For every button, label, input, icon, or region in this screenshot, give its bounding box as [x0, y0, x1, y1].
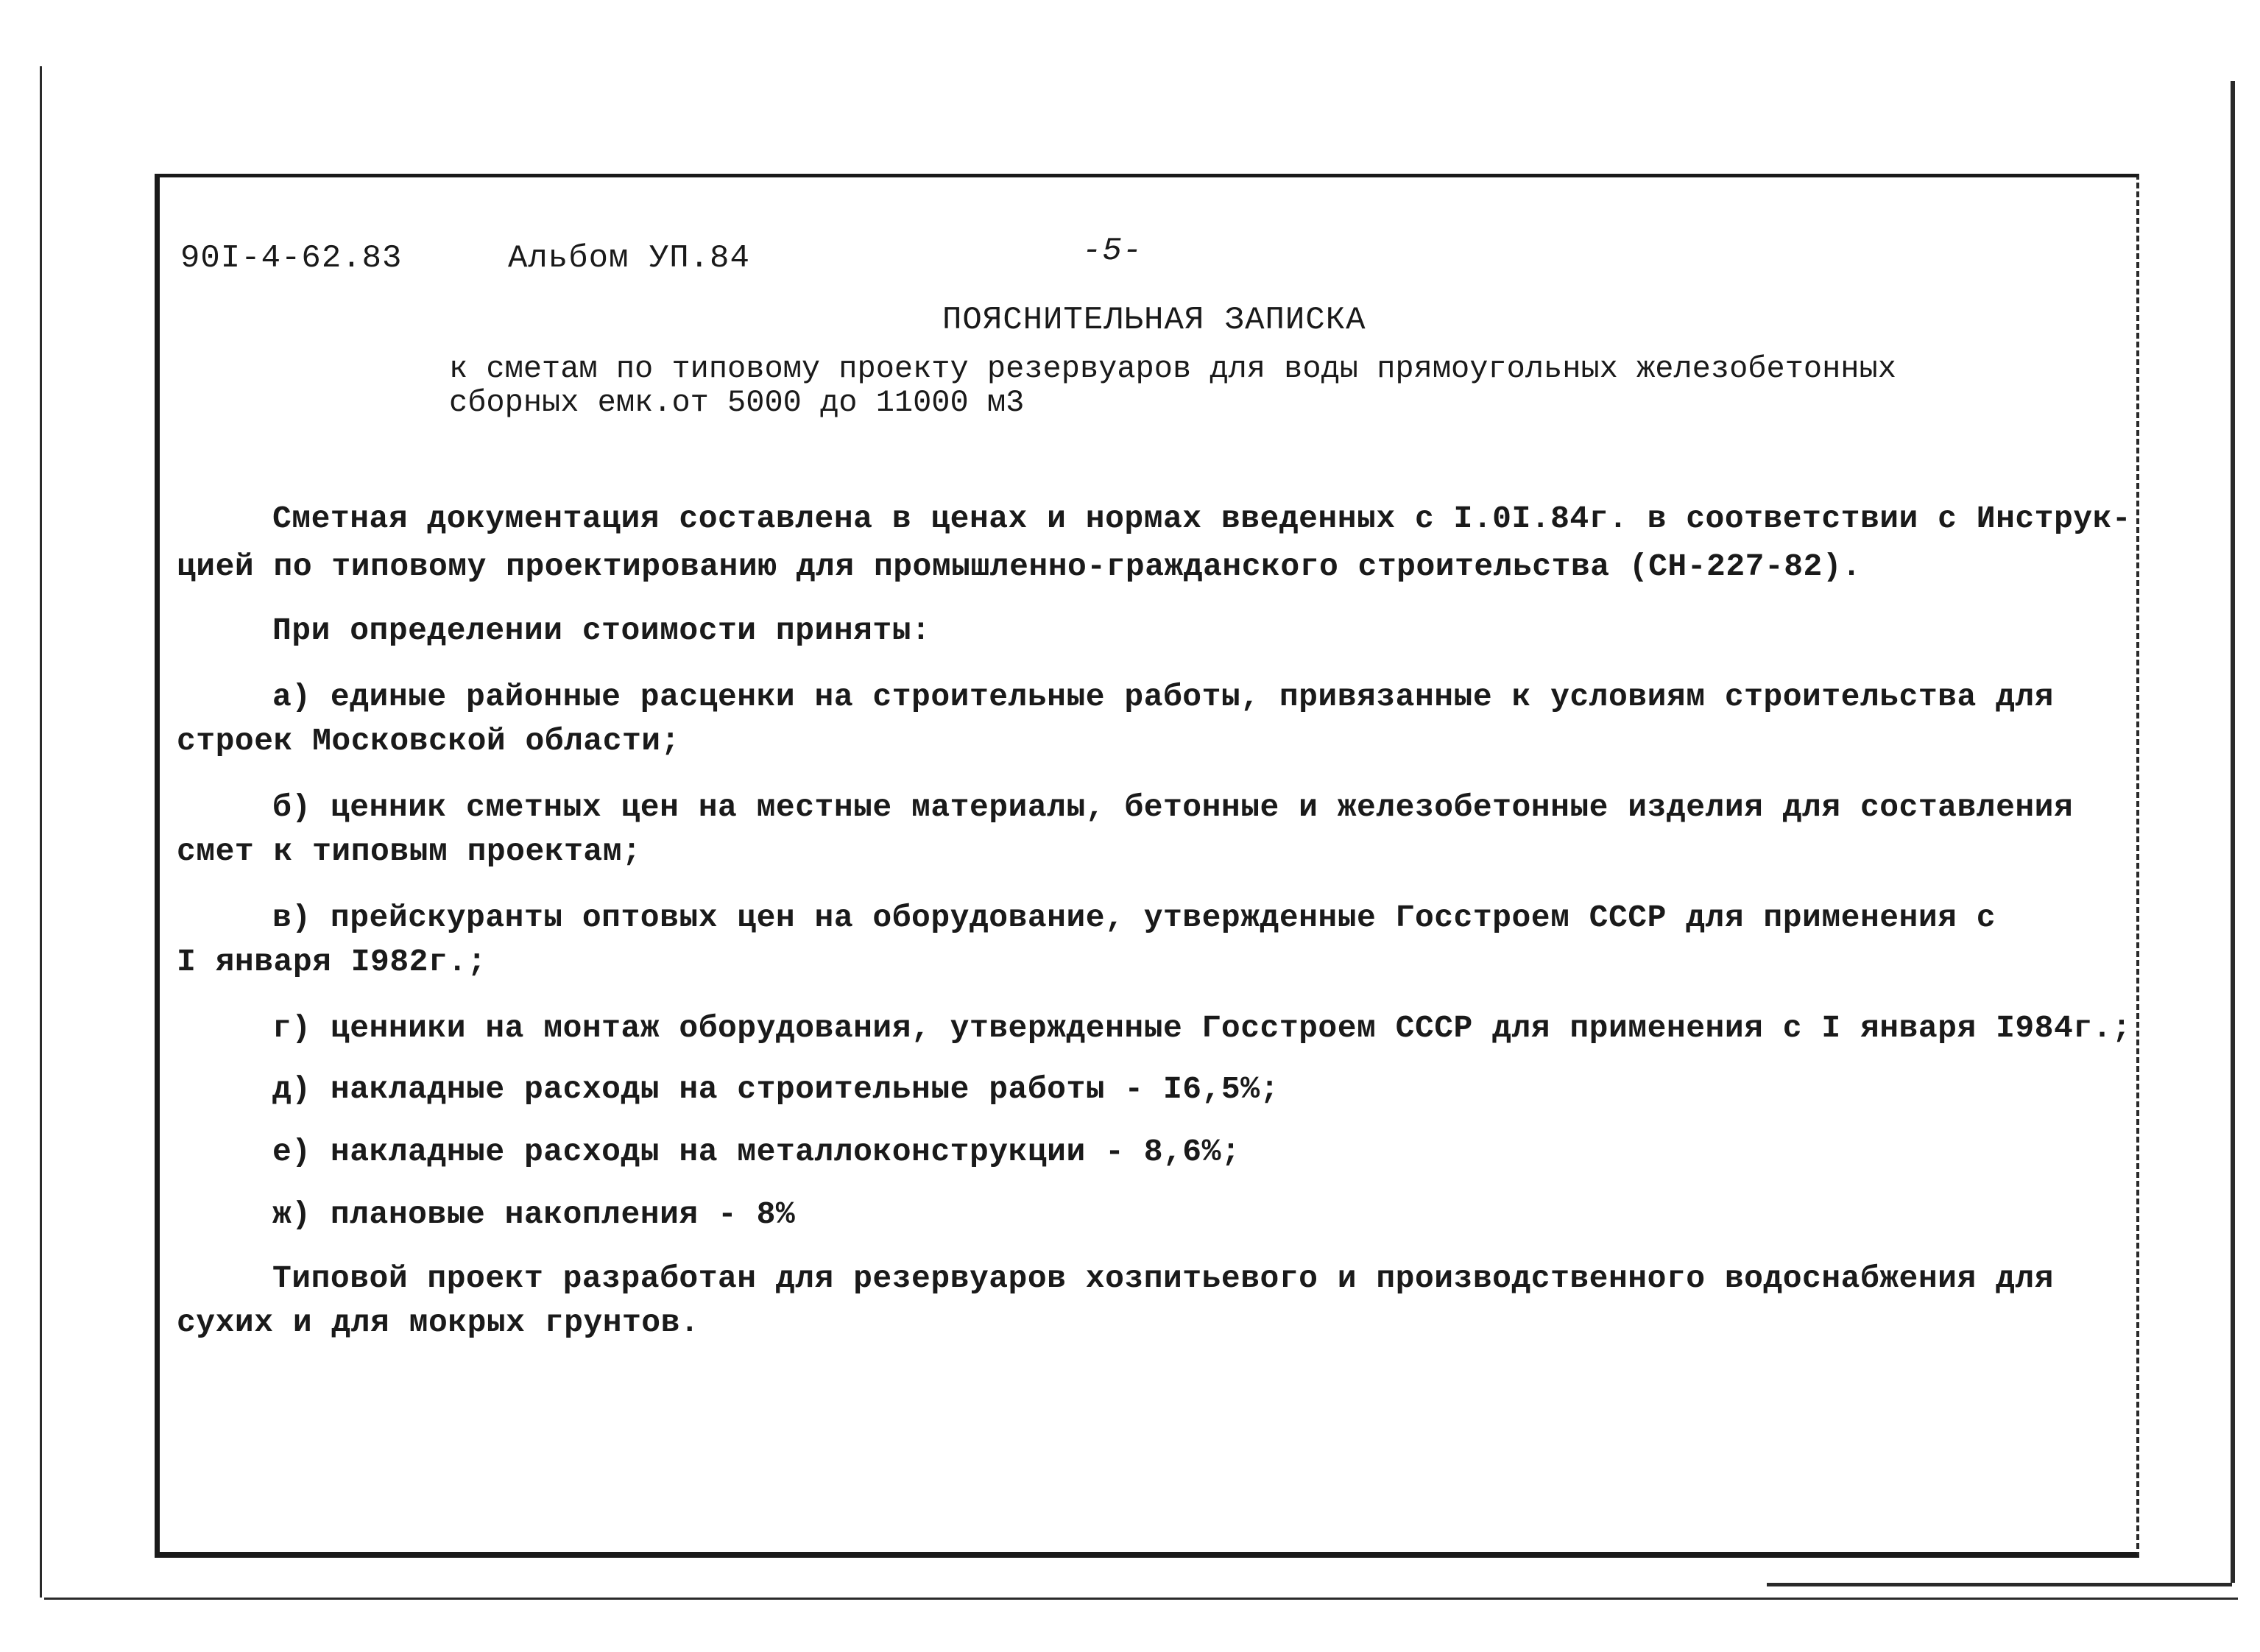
item-v-line-2: I января I982г.;: [177, 944, 487, 980]
item-v-line-1: в) прейскуранты оптовых цен на оборудование, утвержденные Госстроем СССР для применения с: [272, 900, 1996, 936]
doc-code: 90I-4-62.83: [180, 240, 403, 277]
subtitle-line-1: к сметам по типовому проекту резервуаров для воды прямоугольных железобетонных: [449, 351, 1896, 386]
scan-right-edge: [2231, 81, 2235, 1583]
item-a-line-1: а) единые районные расценки на строительные работы, привязанные к условиям строительства для: [272, 679, 2054, 715]
item-zh: ж) плановые накопления - 8%: [272, 1196, 796, 1232]
scan-bottom-right-edge: [1767, 1583, 2232, 1586]
item-g: г) ценники на монтаж оборудования, утвержденные Госстроем СССР для применения с I января I984г.;: [272, 1010, 2132, 1046]
final-paragraph-line-1: Типовой проект разработан для резервуаров хозпитьевого и производственного водоснабжения для: [272, 1260, 2054, 1296]
paragraph-2: При определении стоимости приняты:: [272, 613, 931, 649]
scan-left-edge: [40, 66, 42, 1598]
paragraph-1-line-2: цией по типовому проектированию для промышленно-гражданского строительства (СН-227-82).: [177, 548, 1862, 585]
album-label: Альбом УП.84: [508, 240, 750, 277]
paragraph-1-line-1: Сметная документация составлена в ценах и нормах введенных с I.0I.84г. в соответствии с Инструк-: [272, 501, 2132, 537]
item-d: д) накладные расходы на строительные работы - I6,5%;: [272, 1071, 1279, 1107]
item-a-line-2: строек Московской области;: [177, 723, 680, 759]
subtitle-line-2: сборных емк.от 5000 до 11000 м3: [449, 385, 1025, 420]
page-title: ПОЯСНИТЕЛЬНАЯ ЗАПИСКА: [942, 302, 1366, 339]
final-paragraph-line-2: сухих и для мокрых грунтов.: [177, 1305, 700, 1341]
item-b-line-2: смет к типовым проектам;: [177, 833, 642, 869]
scan-bottom-edge: [44, 1598, 2238, 1600]
page-subtitle: [449, 352, 1896, 420]
item-e: е) накладные расходы на металлоконструкции - 8,6%;: [272, 1134, 1241, 1170]
page-number: -5-: [1082, 233, 1143, 269]
item-b-line-1: б) ценник сметных цен на местные материалы, бетонные и железобетонные изделия для составления: [272, 789, 2074, 825]
